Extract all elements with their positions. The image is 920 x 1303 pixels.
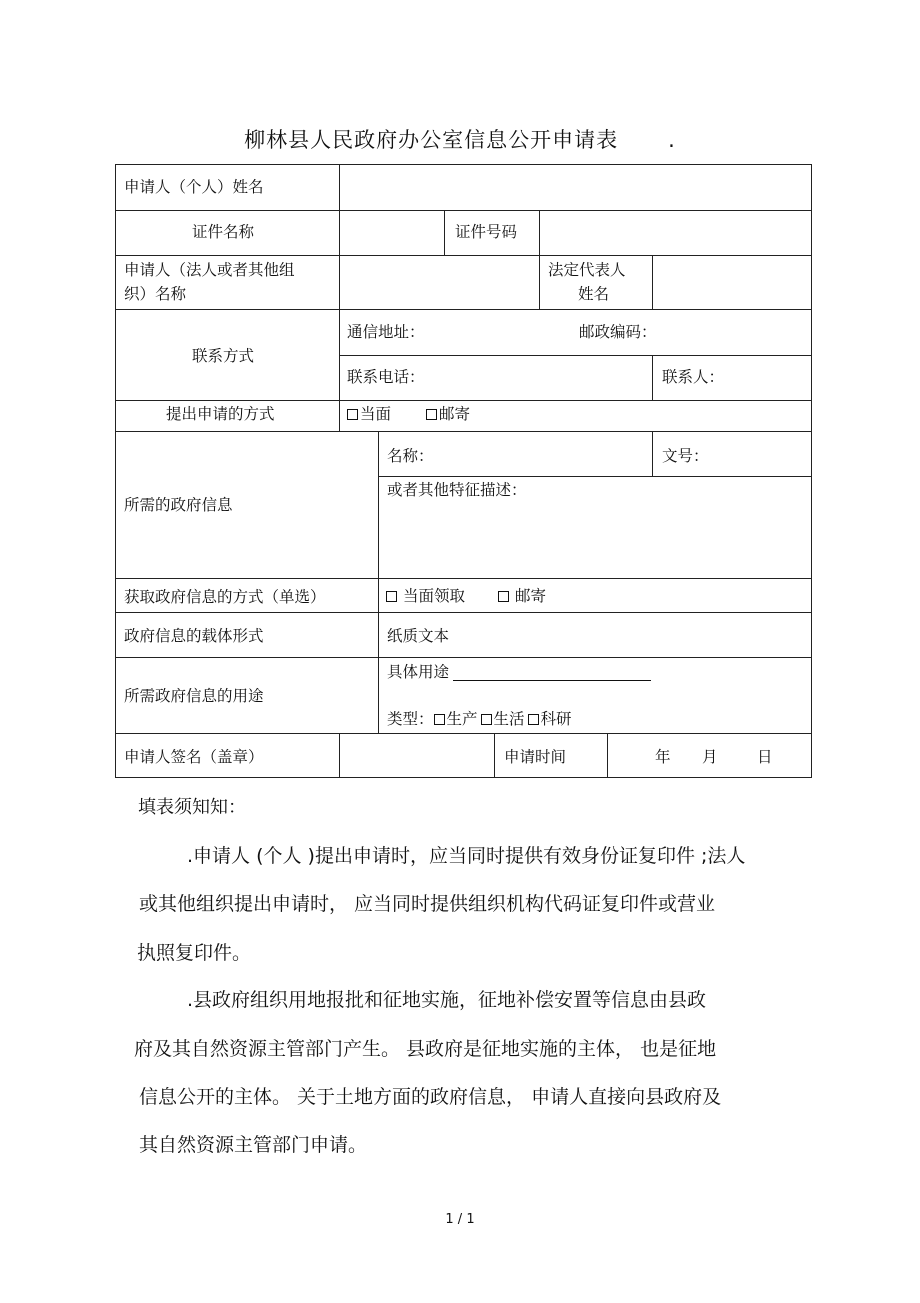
info-needed-label: 所需的政府信息 [124,496,233,514]
row-divider [115,733,812,734]
id-name-label: 证件名称 [192,223,255,241]
id-number-field[interactable] [541,212,809,253]
row-divider [115,400,812,401]
obtain-method-label: 获取政府信息的方式（单选） [124,588,326,606]
id-name-field[interactable] [341,212,442,253]
day-label: 日 [757,748,773,766]
row-divider [115,210,812,211]
apply-time-label: 申请时间 [504,748,567,766]
page-number: 1 / 1 [445,1212,475,1227]
carrier-label: 政府信息的载体形式 [124,627,264,645]
specific-use-field[interactable] [453,664,651,681]
type-option-life: 生活 [493,710,525,728]
col-divider [494,733,495,778]
row-divider [115,657,812,658]
year-label: 年 [655,748,671,766]
col-divider [444,210,445,255]
title-text: 柳林县人民政府办公室信息公开申请表 [244,128,619,152]
col-divider [339,400,340,431]
applicant-name-field[interactable] [341,166,809,208]
row-divider [339,355,812,356]
title-mark: . [668,128,676,152]
address-label: 通信地址： [347,323,425,341]
month-label: 月 [702,748,718,766]
submit-method-label: 提出申请的方式 [166,405,275,423]
applicant-name-label: 申请人（个人）姓名 [124,178,264,196]
option-label: 当面 [360,405,392,423]
org-name-label-line1: 申请人（法人或者其他组 [124,261,295,279]
legal-rep-label-line2: 姓名 [578,285,610,303]
row-divider [115,431,812,432]
type-option-research: 科研 [540,710,572,728]
col-divider [378,431,379,733]
notes-line: .申请人 (个人 )提出申请时，应当同时提供有效身份证复印件 ;法人 [187,845,746,867]
type-row [387,708,572,730]
col-divider [652,255,653,309]
row-divider [115,255,812,256]
notes-line: 信息公开的主体。 关于土地方面的政府信息， 申请人直接向县政府及 [139,1086,722,1108]
type-option-production: 生产 [446,710,478,728]
phone-label: 联系电话： [347,368,425,386]
checkbox-icon[interactable] [481,714,492,725]
specific-use-row [387,661,651,683]
obtain-option-in-person[interactable] [386,585,465,607]
postcode-label: 邮政编码： [579,323,657,341]
submit-option-mail[interactable] [426,403,470,425]
org-name-label-line2: 织）名称 [124,285,187,303]
row-divider [378,476,812,477]
checkbox-icon[interactable] [386,591,397,602]
col-divider [539,210,540,255]
notes-line: .县政府组织用地报批和征地实施，征地补偿安置等信息由县政 [187,989,707,1011]
col-divider [607,733,608,778]
type-label: 类型： [387,710,434,728]
other-desc-label: 或者其他特征描述： [387,481,527,499]
signature-field[interactable] [341,735,492,776]
col-divider [339,164,340,400]
col-divider [652,355,653,400]
checkbox-icon[interactable] [347,409,358,420]
checkbox-icon[interactable] [434,714,445,725]
checkbox-icon[interactable] [528,714,539,725]
id-number-label: 证件号码 [455,223,518,241]
notes-line: 府及其自然资源主管部门产生。 县政府是征地实施的主体， 也是征地 [134,1038,717,1060]
notes-line: 其自然资源主管部门申请。 [139,1134,368,1156]
obtain-option-mail[interactable] [498,585,546,607]
col-divider [539,255,540,309]
signature-label: 申请人签名（盖章） [124,748,264,766]
option-label: 邮寄 [515,587,547,605]
purpose-label: 所需政府信息的用途 [124,687,264,705]
row-divider [115,612,812,613]
col-divider [652,431,653,476]
option-label: 当面领取 [403,587,466,605]
legal-rep-label-line1: 法定代表人 [548,261,626,279]
specific-use-label: 具体用途 [387,663,450,681]
checkbox-icon[interactable] [498,591,509,602]
notes-line: 或其他组织提出申请时， 应当同时提供组织机构代码证复印件或营业 [139,893,716,915]
info-name-label: 名称： [387,447,434,465]
checkbox-icon[interactable] [426,409,437,420]
page-title [0,124,920,154]
carrier-value: 纸质文本 [387,627,450,645]
row-divider [115,578,812,579]
contact-person-label: 联系人： [662,368,725,386]
row-divider [115,309,812,310]
submit-option-in-person[interactable] [347,403,391,425]
doc-number-label: 文号： [662,447,709,465]
notes-heading: 填表须知知： [138,797,246,818]
col-divider [339,733,340,778]
contact-label: 联系方式 [192,347,255,365]
option-label: 邮寄 [439,405,471,423]
notes-line: 执照复印件。 [137,942,252,964]
